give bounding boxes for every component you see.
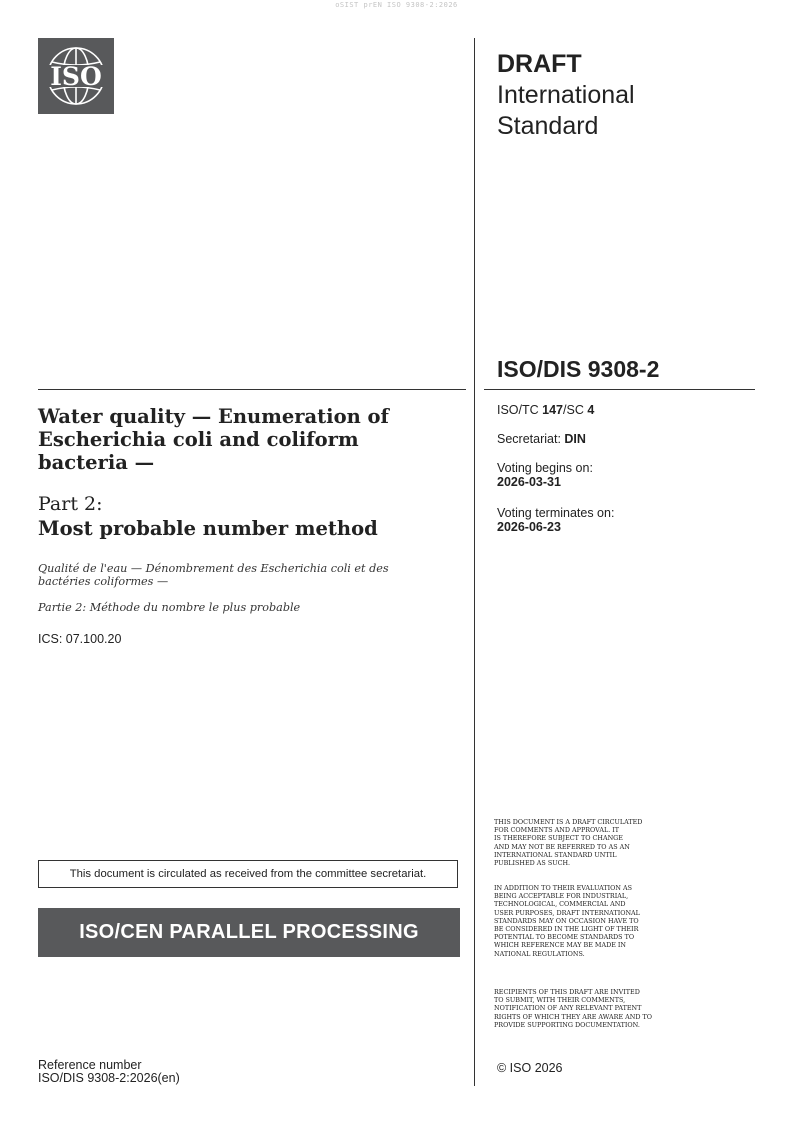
voting-terminates-label: Voting terminates on: <box>497 506 615 520</box>
iso-logo <box>38 38 114 114</box>
notice-line: THIS DOCUMENT IS A DRAFT CIRCULATED <box>494 818 643 826</box>
notice-line: RECIPIENTS OF THIS DRAFT ARE INVITED <box>494 988 640 996</box>
circulated-notice: This document is circulated as received from the committee secretariat. <box>38 860 458 888</box>
left-rule <box>38 389 466 390</box>
international-label: International <box>497 81 635 109</box>
notice-line: RIGHTS OF WHICH THEY ARE AWARE AND TO <box>494 1012 653 1021</box>
sc-number: 4 <box>587 403 595 417</box>
globe-icon <box>38 38 114 114</box>
notice-line: BE CONSIDERED IN THE LIGHT OF THEIR <box>494 925 639 934</box>
french-part-title: Partie 2: Méthode du nombre le plus probable <box>38 601 301 614</box>
notice-line: INTERNATIONAL STANDARD UNTIL <box>494 850 617 859</box>
notice-line: POTENTIAL TO BECOME STANDARDS TO <box>494 933 635 942</box>
voting-terminates-date: 2026-06-23 <box>497 520 561 534</box>
notice-line: AND MAY NOT BE REFERRED TO AS AN <box>494 842 630 851</box>
notice-line: PROVIDE SUPPORTING DOCUMENTATION. <box>494 1020 640 1029</box>
notice-line: STANDARDS MAY ON OCCASION HAVE TO <box>494 916 639 925</box>
notice-line: WHICH REFERENCE MAY BE MADE IN <box>494 941 627 950</box>
french-title: Qualité de l'eau — Dénombrement des Escherichia coli et des bactéries coliformes — <box>38 562 389 588</box>
draft-notice <box>494 818 699 867</box>
notice-line: TO SUBMIT, WITH THEIR COMMENTS, <box>494 996 626 1005</box>
notice-line: NOTIFICATION OF ANY RELEVANT PATENT <box>494 1004 642 1013</box>
voting-begins-label: Voting begins on: <box>497 461 593 475</box>
tc-prefix: ISO/TC <box>497 403 543 417</box>
reference-number: ISO/DIS 9308-2:2026(en) <box>38 1071 180 1085</box>
logo-text: ISO <box>50 62 102 91</box>
notice-line: NATIONAL REGULATIONS. <box>494 949 585 958</box>
patent-notice <box>494 988 699 1029</box>
secretariat-label: Secretariat: <box>497 432 565 446</box>
notice-line: IN ADDITION TO THEIR EVALUATION AS <box>494 884 633 892</box>
committee-line <box>497 403 594 417</box>
document-number: ISO/DIS 9308-2 <box>497 356 660 382</box>
tc-number: 147 <box>542 403 564 417</box>
secretariat-line <box>497 432 586 446</box>
parallel-processing-banner: ISO/CEN PARALLEL PROCESSING <box>38 908 460 957</box>
notice-line: IS THEREFORE SUBJECT TO CHANGE <box>494 834 623 843</box>
right-rule <box>484 389 755 390</box>
notice-line: FOR COMMENTS AND APPROVAL. IT <box>494 826 620 835</box>
notice-line: TECHNOLOGICAL, COMMERCIAL AND <box>494 900 626 909</box>
notice-line: BEING ACCEPTABLE FOR INDUSTRIAL, <box>494 892 629 901</box>
reference-label: Reference number <box>38 1058 142 1072</box>
notice-line: USER PURPOSES, DRAFT INTERNATIONAL <box>494 908 640 917</box>
ics-code: ICS: 07.100.20 <box>38 632 122 646</box>
part-label: Part 2: <box>38 493 103 515</box>
notice-line: PUBLISHED AS SUCH. <box>494 859 571 868</box>
draft-label: DRAFT <box>497 50 582 78</box>
column-divider <box>474 38 475 1086</box>
evaluation-notice <box>494 884 699 958</box>
watermark: oSIST prEN ISO 9308-2:2026 <box>335 1 458 9</box>
standard-label: Standard <box>497 112 599 140</box>
secretariat-value: DIN <box>564 432 586 446</box>
part-subtitle: Most probable number method <box>38 517 378 540</box>
document-title: Water quality — Enumeration of Escherichia coli and coliform bacteria — <box>38 405 389 474</box>
sc-prefix: /SC <box>563 403 588 417</box>
voting-begins-date: 2026-03-31 <box>497 475 561 489</box>
copyright: © ISO 2026 <box>497 1061 563 1075</box>
